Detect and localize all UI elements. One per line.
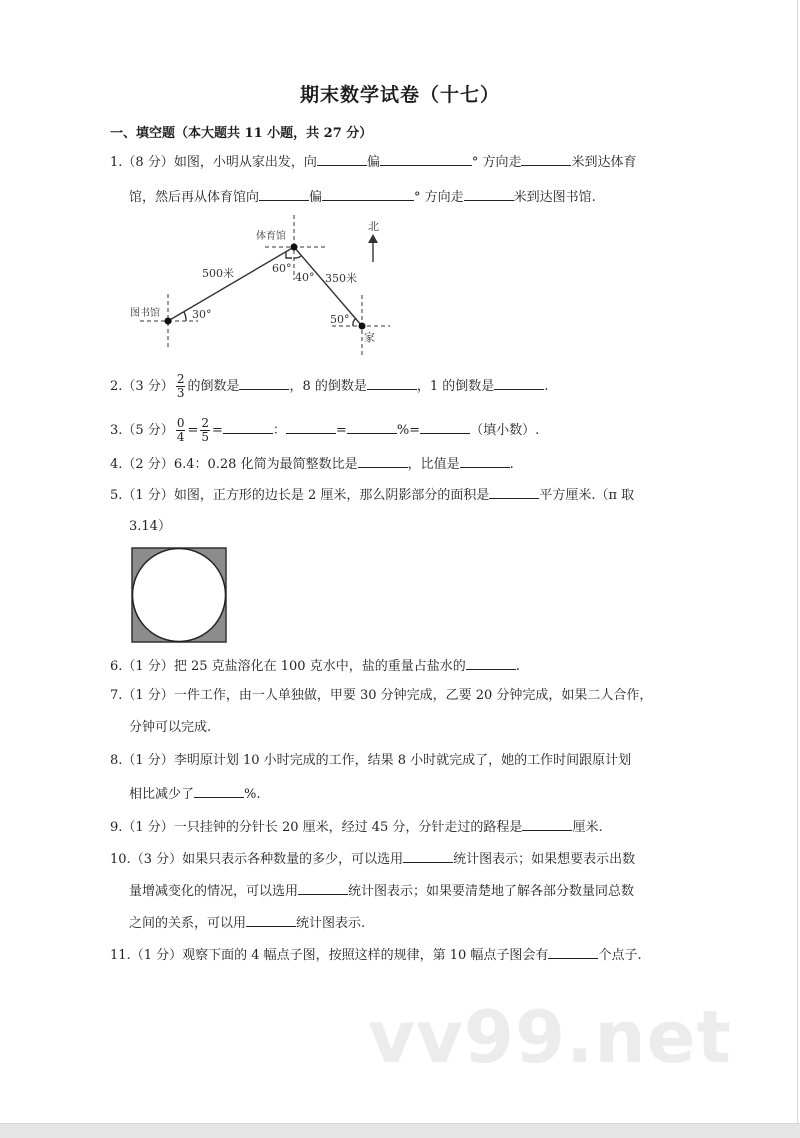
- question-text: ，8 的倒数是: [289, 379, 367, 394]
- north-arrow-icon: [368, 234, 378, 262]
- question-text: 如图，正方形的边长是 2 厘米，那么阴影部分的面积是: [173, 488, 490, 503]
- north-label: 北: [368, 220, 379, 233]
- question-1-line-2: [129, 187, 596, 207]
- question-7-line-1: [110, 687, 652, 705]
- gym-label: 体育馆: [256, 231, 286, 242]
- answer-blank[interactable]: [259, 187, 309, 201]
- answer-blank[interactable]: [194, 784, 244, 798]
- question-text: 个点子.: [598, 948, 642, 963]
- question-number: 7.: [110, 688, 123, 703]
- question-7-line-2: 分钟可以完成.: [129, 720, 212, 735]
- answer-blank[interactable]: [464, 187, 514, 201]
- gym-point: [291, 244, 298, 251]
- question-text: 6.4：0.28 化简为最简整数比是: [173, 457, 358, 472]
- page-bottom-edge: [0, 1123, 800, 1138]
- answer-blank[interactable]: [460, 454, 510, 468]
- question-text: 偏: [366, 155, 380, 170]
- answer-blank[interactable]: [494, 376, 544, 390]
- question-score: （1 分）: [122, 659, 174, 674]
- question-text: 量增减变化的情况，可以选用: [129, 884, 299, 899]
- answer-blank[interactable]: [298, 881, 348, 895]
- question-text: 一件工作，由一人单独做，甲要 30 分钟完成，乙要 20 分钟完成，如果二人合作，: [173, 688, 653, 703]
- denominator: 4: [176, 430, 185, 444]
- question-number: 9.: [110, 820, 123, 835]
- question-text: 的倒数是: [187, 379, 240, 394]
- question-text: （填小数）.: [470, 423, 540, 438]
- question-score: （1 分）: [130, 948, 183, 963]
- question-number: 1.: [110, 155, 123, 170]
- question-text: 把 25 克盐溶化在 100 克水中，盐的重量占盐水的: [173, 659, 466, 674]
- answer-blank[interactable]: [489, 485, 539, 499]
- angle-gym-40: 40°: [295, 271, 315, 284]
- library-point: [165, 318, 172, 325]
- question-2: [110, 373, 548, 400]
- angle-home: 50°: [330, 313, 350, 326]
- question-text: .: [515, 659, 520, 674]
- question-text: 偏: [309, 190, 323, 205]
- square-circle-figure: [131, 547, 227, 643]
- percent-equals: %=: [396, 423, 421, 438]
- question-text: ，1 的倒数是: [416, 379, 495, 394]
- home-label: 家: [364, 331, 375, 344]
- fraction: [176, 373, 186, 400]
- question-text: 统计图表示；如果要清楚地了解各部分数量同总数: [348, 884, 635, 899]
- answer-blank[interactable]: [223, 420, 273, 434]
- answer-blank[interactable]: [286, 420, 336, 434]
- question-score: （3 分）: [130, 852, 183, 867]
- question-text: 平方厘米.（π 取: [539, 488, 635, 503]
- answer-blank[interactable]: [317, 152, 367, 166]
- question-score: （3 分）: [122, 379, 174, 394]
- question-4: [110, 454, 514, 474]
- inscribed-circle: [133, 549, 226, 642]
- distance-library-gym: 500米: [202, 267, 234, 280]
- question-text: 相比减少了: [129, 787, 195, 802]
- answer-blank[interactable]: [521, 152, 571, 166]
- question-3: [110, 417, 539, 444]
- question-text: 如果只表示各种数量的多少，可以选用: [182, 852, 404, 867]
- answer-blank[interactable]: [239, 376, 289, 390]
- answer-blank[interactable]: [548, 945, 598, 959]
- question-text: 如图，小明从家出发，向: [173, 155, 317, 170]
- question-10-line-2: [129, 881, 634, 901]
- question-9: [110, 817, 603, 837]
- question-text: 统计图表示；如果想要表示出数: [453, 852, 636, 867]
- question-1-line-1: [110, 152, 637, 172]
- question-text: 一只挂钟的分针长 20 厘米，经过 45 分，分针走过的路程是: [173, 820, 523, 835]
- denominator: 3: [176, 386, 185, 400]
- question-10-line-3: [129, 913, 365, 933]
- numerator: 2: [176, 372, 185, 386]
- question-text: .: [544, 379, 549, 394]
- question-score: （8 分）: [122, 155, 174, 170]
- question-6: [110, 656, 520, 676]
- question-score: （1 分）: [122, 753, 174, 768]
- question-8-line-2: [129, 784, 261, 804]
- question-text: 之间的关系，可以用: [129, 916, 247, 931]
- question-score: （1 分）: [122, 688, 174, 703]
- question-10-line-1: [110, 849, 635, 869]
- watermark: vv99.net: [368, 995, 732, 1079]
- angle-library: 30°: [192, 308, 212, 321]
- fraction: [200, 417, 210, 444]
- question-number: 2.: [110, 379, 123, 394]
- question-text: %.: [244, 787, 261, 802]
- question-5-line-2: 3.14）: [129, 519, 171, 534]
- answer-blank[interactable]: [466, 656, 516, 670]
- section-header: 一、填空题（本大题共 11 小题，共 27 分）: [110, 126, 373, 141]
- equals-sign: =: [187, 423, 199, 438]
- question-score: （1 分）: [122, 488, 174, 503]
- question-text: 馆，然后再从体育馆向: [129, 190, 260, 205]
- question-5-line-1: [110, 485, 634, 505]
- answer-blank[interactable]: [522, 817, 572, 831]
- question-8-line-1: [110, 752, 631, 770]
- fraction: [176, 417, 186, 444]
- direction-diagram: [120, 210, 400, 360]
- question-number: 11.: [110, 948, 131, 963]
- answer-blank[interactable]: [367, 376, 417, 390]
- question-text: 米到达体育: [571, 155, 637, 170]
- equals-sign: =: [335, 423, 347, 438]
- question-text: ° 方向走: [471, 155, 522, 170]
- numerator: 2: [201, 416, 209, 430]
- answer-blank[interactable]: [322, 187, 414, 201]
- library-label: 图书馆: [130, 308, 160, 319]
- question-number: 3.: [110, 423, 123, 438]
- answer-blank[interactable]: [380, 152, 472, 166]
- angle-gym-60: 60°: [272, 262, 292, 275]
- question-text: ° 方向走: [414, 190, 464, 205]
- question-number: 4.: [110, 457, 123, 472]
- numerator-blank[interactable]: 0: [176, 416, 185, 430]
- answer-blank[interactable]: [246, 913, 296, 927]
- home-point: [359, 323, 366, 330]
- answer-blank[interactable]: [420, 420, 470, 434]
- question-score: （1 分）: [122, 820, 174, 835]
- question-score: （5 分）: [122, 423, 174, 438]
- distance-gym-home: 350米: [325, 272, 357, 285]
- question-text: 观察下面的 4 幅点子图，按照这样的规律，第 10 幅点子图会有: [182, 948, 549, 963]
- answer-blank[interactable]: [358, 454, 408, 468]
- colon: ：: [272, 423, 286, 438]
- question-11: [110, 945, 642, 965]
- question-text: 李明原计划 10 小时完成的工作，结果 8 小时就完成了，她的工作时间跟原计划: [173, 753, 632, 768]
- question-number: 6.: [110, 659, 123, 674]
- question-number: 5.: [110, 488, 123, 503]
- question-number: 10.: [110, 852, 131, 867]
- answer-blank[interactable]: [403, 849, 453, 863]
- question-score: （2 分）: [122, 457, 174, 472]
- equals-sign: =: [212, 423, 223, 438]
- question-text: ，比值是: [407, 457, 460, 472]
- answer-blank[interactable]: [347, 420, 397, 434]
- page-title: 期末数学试卷（十七）: [299, 84, 500, 106]
- question-number: 8.: [110, 753, 123, 768]
- question-text: 统计图表示.: [296, 916, 366, 931]
- question-text: 米到达图书馆.: [513, 190, 596, 205]
- question-text: .: [509, 457, 514, 472]
- question-text: 厘米.: [572, 820, 603, 835]
- denominator: 5: [201, 430, 209, 444]
